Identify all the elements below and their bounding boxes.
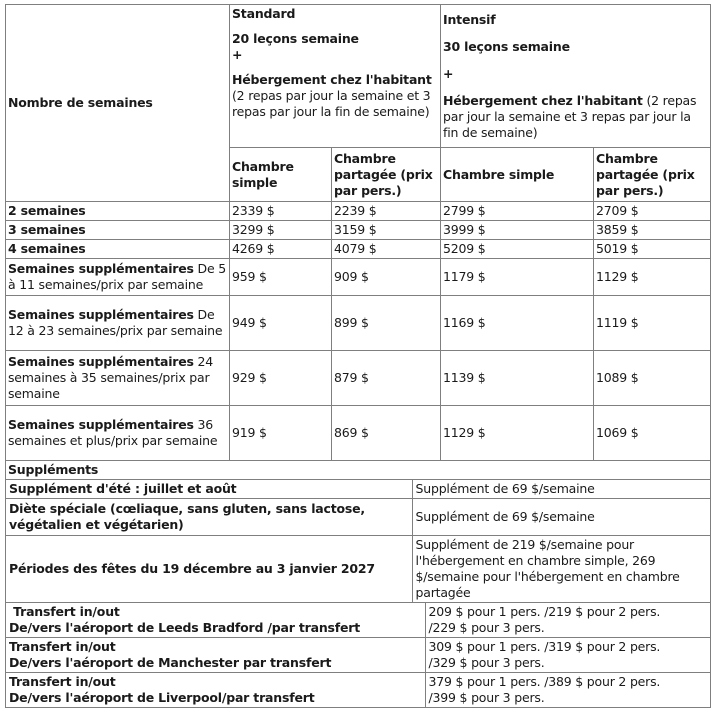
transfer-route: De/vers l'aéroport de Manchester par transfert	[9, 655, 332, 670]
supplement-value: Supplément de 69 $/semaine	[415, 481, 595, 496]
supplement-row	[6, 480, 711, 499]
room-header: Chambre partagée (prix par pers.)	[594, 148, 711, 202]
row-label: 3 semaines	[8, 222, 86, 237]
supplement-row	[6, 536, 711, 603]
supplements-heading: Suppléments	[6, 461, 711, 480]
transfer-price: 209 $ pour 1 pers. /219 $ pour 2 pers.	[428, 604, 661, 619]
transfer-price: /229 $ pour 3 pers.	[428, 620, 545, 635]
room-header: Chambre simple	[441, 148, 594, 202]
supplement-label: Supplément d'été : juillet et août	[6, 480, 412, 498]
table-row	[6, 406, 711, 461]
program-intensif-header	[441, 5, 711, 148]
price-cell: 879 $	[332, 351, 441, 406]
price-cell: 5209 $	[441, 240, 594, 259]
table-row	[6, 296, 711, 351]
price-cell: 1069 $	[594, 406, 711, 461]
price-cell: 959 $	[230, 259, 332, 296]
transfer-price: /329 $ pour 3 pers.	[428, 655, 545, 670]
transfer-price: 379 $ pour 1 pers. /389 $ pour 2 pers.	[428, 674, 661, 689]
row-label: Semaines supplémentaires	[8, 417, 194, 432]
table-row	[6, 259, 711, 296]
price-cell: 1169 $	[441, 296, 594, 351]
price-cell: 3159 $	[332, 221, 441, 240]
transfer-row	[6, 638, 711, 673]
transfer-title: Transfert in/out	[9, 674, 116, 689]
program-plus: +	[232, 47, 243, 62]
price-cell: 1139 $	[441, 351, 594, 406]
price-cell: 5019 $	[594, 240, 711, 259]
price-cell: 1129 $	[441, 406, 594, 461]
program-name: Intensif	[443, 12, 496, 27]
table-row	[6, 240, 711, 259]
program-standard-header	[230, 5, 441, 148]
price-cell: 4269 $	[230, 240, 332, 259]
transfer-route: De/vers l'aéroport de Liverpool/par transfert	[9, 690, 315, 705]
row-label: 2 semaines	[8, 203, 86, 218]
row-label-detail: 24 semaines à 35 semaines/prix par semaine	[8, 354, 214, 401]
price-cell: 909 $	[332, 259, 441, 296]
price-cell: 2799 $	[441, 202, 594, 221]
price-cell: 1129 $	[594, 259, 711, 296]
row-label: Semaines supplémentaires	[8, 307, 194, 322]
price-cell: 3999 $	[441, 221, 594, 240]
price-cell: 949 $	[230, 296, 332, 351]
room-header: Chambre simple	[230, 148, 332, 202]
transfer-row	[6, 673, 711, 708]
program-header-row	[6, 5, 711, 148]
accommodation-title: Hébergement chez l'habitant	[443, 93, 643, 108]
program-lessons: 20 leçons semaine	[232, 31, 359, 46]
transfer-price: /399 $ pour 3 pers.	[428, 690, 545, 705]
price-cell: 2339 $	[230, 202, 332, 221]
accommodation-detail: (2 repas par jour la semaine et 3 repas par jour la fin de semaine)	[443, 93, 697, 140]
price-cell: 899 $	[332, 296, 441, 351]
row-label: Semaines supplémentaires	[8, 354, 194, 369]
program-lessons: 30 leçons semaine	[443, 39, 570, 54]
price-table	[5, 4, 711, 708]
price-cell: 869 $	[332, 406, 441, 461]
table-row	[6, 221, 711, 240]
price-cell: 2709 $	[594, 202, 711, 221]
row-label-detail: De 12 à 23 semaines/prix par semaine	[8, 307, 223, 338]
supplement-value: Supplément de 219 $/semaine pour l'hébergement en chambre simple, 269 $/semaine pour l'hébergement en chambre partagée	[415, 537, 680, 600]
price-cell: 919 $	[230, 406, 332, 461]
row-label-detail: De 5 à 11 semaines/prix par semaine	[8, 261, 226, 292]
transfer-title: Transfert in/out	[9, 604, 120, 619]
supplement-row	[6, 499, 711, 536]
transfer-price: 309 $ pour 1 pers. /319 $ pour 2 pers.	[428, 639, 661, 654]
price-cell: 1179 $	[441, 259, 594, 296]
price-cell: 1089 $	[594, 351, 711, 406]
supplements-heading-row	[6, 461, 711, 480]
price-cell: 1119 $	[594, 296, 711, 351]
transfer-route: De/vers l'aéroport de Leeds Bradford /par transfert	[9, 620, 361, 635]
room-header: Chambre partagée (prix par pers.)	[332, 148, 441, 202]
program-plus: +	[443, 66, 454, 81]
price-cell: 3299 $	[230, 221, 332, 240]
program-name: Standard	[232, 6, 296, 21]
price-cell: 3859 $	[594, 221, 711, 240]
transfer-row	[6, 603, 711, 638]
row-label: 4 semaines	[8, 241, 86, 256]
row-label: Semaines supplémentaires	[8, 261, 194, 276]
row-label-detail: 36 semaines et plus/prix par semaine	[8, 417, 218, 448]
supplement-label: Diète spéciale (cœliaque, sans gluten, sans lactose, végétalien et végétarien)	[6, 499, 412, 535]
accommodation-title: Hébergement chez l'habitant	[232, 72, 432, 87]
price-cell: 929 $	[230, 351, 332, 406]
supplement-value: Supplément de 69 $/semaine	[415, 509, 595, 524]
price-cell: 2239 $	[332, 202, 441, 221]
weeks-column-header: Nombre de semaines	[6, 5, 230, 202]
table-row	[6, 351, 711, 406]
accommodation-detail: (2 repas par jour la semaine et 3 repas par jour la fin de semaine)	[232, 88, 431, 119]
transfer-title: Transfert in/out	[9, 639, 116, 654]
supplement-label: Périodes des fêtes du 19 décembre au 3 janvier 2027	[6, 536, 412, 602]
table-row	[6, 202, 711, 221]
price-cell: 4079 $	[332, 240, 441, 259]
